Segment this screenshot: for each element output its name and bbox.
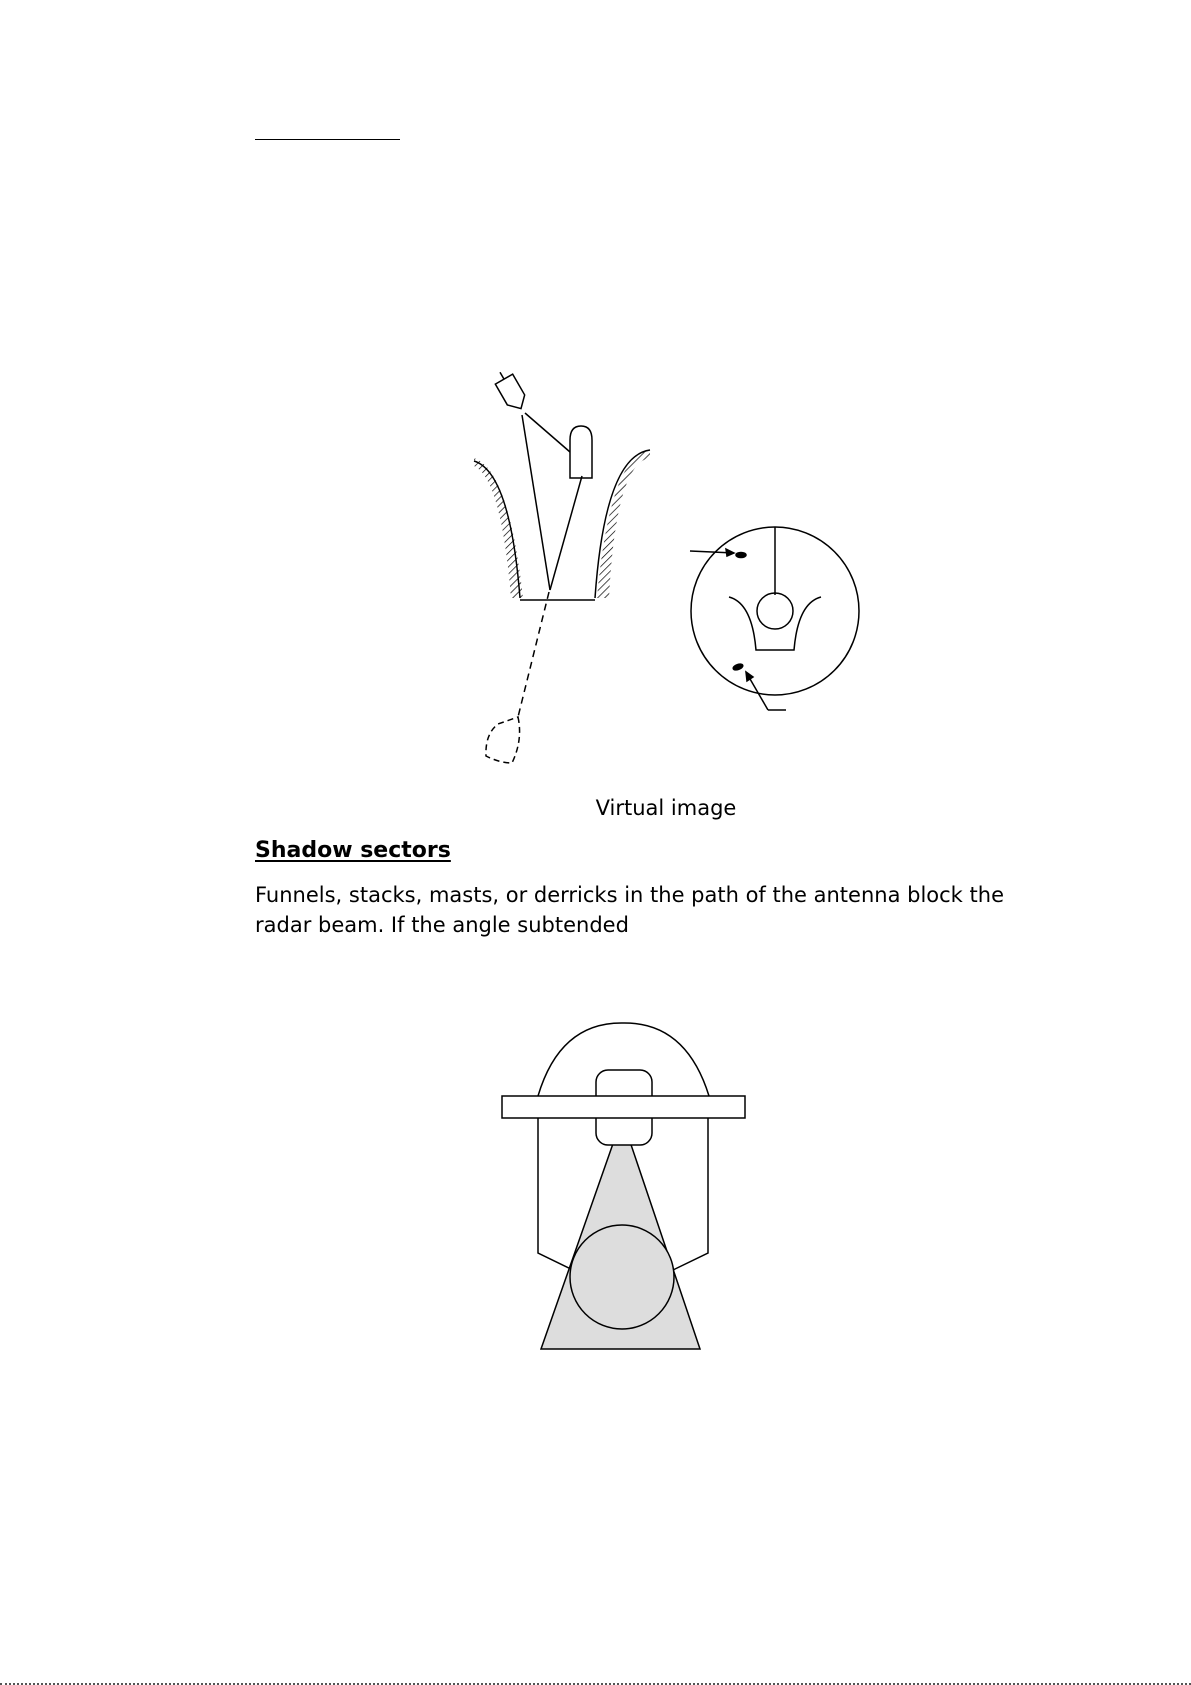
virtual-path-line <box>518 592 549 717</box>
figure-caption: Virtual image <box>595 796 737 820</box>
own-ship-icon <box>491 367 529 413</box>
reflect-line-2 <box>550 476 582 590</box>
direct-path-line <box>525 413 570 452</box>
body-paragraph: Funnels, stacks, masts, or derricks in the path of the antenna block the radar beam. If the angle subtended <box>255 883 1004 937</box>
echo-real <box>736 553 746 558</box>
antenna-bar <box>502 1096 745 1118</box>
virtual-image-figure <box>474 367 859 763</box>
shadow-sector-figure <box>502 1023 745 1349</box>
funnel <box>570 1225 674 1329</box>
target-ship-icon <box>570 426 592 478</box>
echo-virtual <box>732 663 743 671</box>
section-title: Shadow sectors <box>255 838 451 863</box>
reflect-line-1 <box>522 415 550 590</box>
virtual-ship-icon <box>486 717 520 763</box>
left-bank <box>474 458 523 598</box>
own-ship-marker <box>757 593 793 629</box>
ppi-channel <box>729 597 821 650</box>
